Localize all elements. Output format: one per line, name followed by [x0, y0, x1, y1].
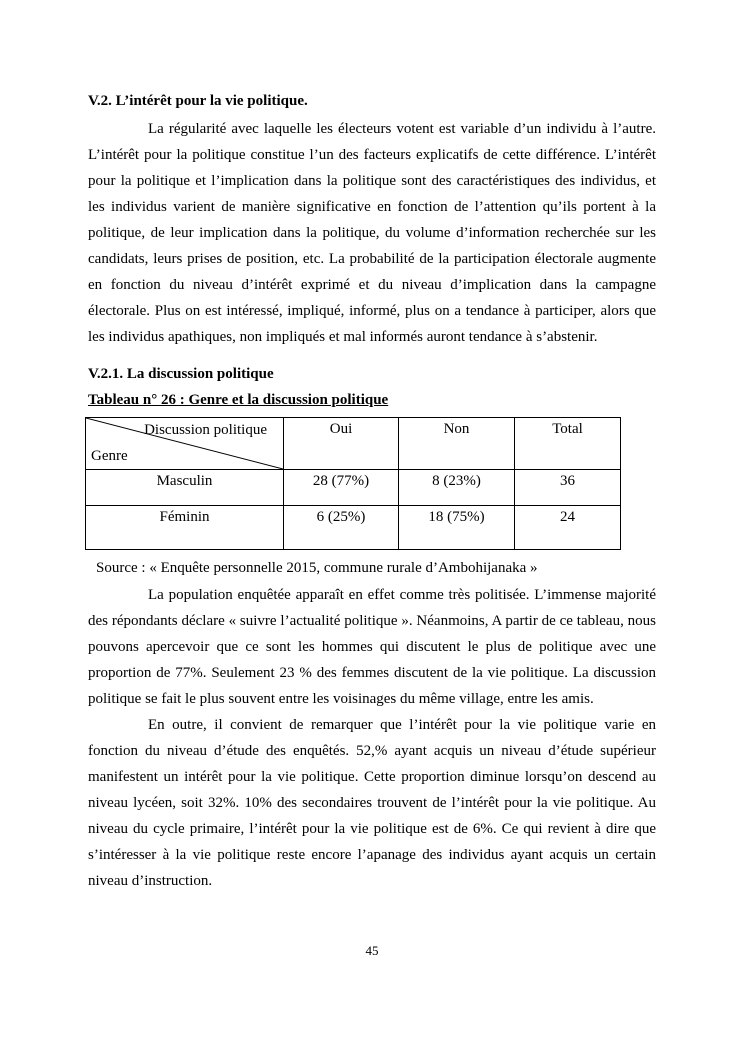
- table-header-row: [86, 418, 621, 470]
- source-note: Source : « Enquête personnelle 2015, commune rurale d’Ambohijanaka »: [96, 560, 538, 576]
- page-number: 45: [365, 943, 379, 958]
- paragraph-intro: La régularité avec laquelle les électeurs votent est variable d’un individu à l’autre. L’intérêt pour la politique constitue l’un des facteurs explicatifs de cette différence. L’intérêt pour la politique et l’implication dans la politique sont des caractéristiques des individus, et les individus varient de manière significative en fonction de l’attention qu’ils portent à la politique, de leur implication dans la politique, du volume d’information recherchée sur les candidats, leurs prises de position, etc. La probabilité de la participation électorale augmente en fonction du niveau d’intérêt exprimé et du niveau d’implication dans la campagne électorale. Plus on est intéressé, impliqué, informé, plus on a tendance à participer, alors que les individus apathiques, non impliqués et mal informés auront tendance à s’abstenir.: [88, 121, 656, 345]
- table-caption: Tableau n° 26 : Genre et la discussion politique: [88, 392, 389, 408]
- cell-feminin-non: 18 (75%): [399, 506, 515, 550]
- column-header-non: Non: [399, 418, 515, 470]
- cell-masculin-oui: 28 (77%): [284, 470, 399, 506]
- column-header-total: Total: [515, 418, 621, 470]
- cell-masculin-non: 8 (23%): [399, 470, 515, 506]
- paragraph-discussion: La population enquêtée apparaît en effet comme très politisée. L’immense majorité des répondants déclare « suivre l’actualité politique ». Néanmoins, A partir de ce tableau, nous pouvons apercevoir que ce sont les hommes qui discutent le plus de politique avec une proportion de 77%. Seulement 23 % des femmes discutent de la vie politique. La discussion politique se fait le plus souvent entre les voisinages du même village, entre les amis.: [88, 587, 656, 707]
- corner-label-discussion: Discussion politique: [144, 422, 267, 438]
- body-text: [88, 582, 656, 894]
- cell-feminin-oui: 6 (25%): [284, 506, 399, 550]
- column-header-oui: Oui: [284, 418, 399, 470]
- corner-label-genre: Genre: [91, 448, 128, 464]
- cell-masculin-total: 36: [515, 470, 621, 506]
- row-label-feminin: Féminin: [86, 506, 284, 550]
- row-label-masculin: Masculin: [86, 470, 284, 506]
- section-heading: V.2. L’intérêt pour la vie politique.: [88, 93, 308, 109]
- genre-discussion-table: [85, 417, 621, 550]
- paragraph-niveau-etude: En outre, il convient de remarquer que l’intérêt pour la vie politique varie en fonction du niveau d’étude des enquêtés. 52,% ayant acquis un niveau d’étude supérieur manifestent un intérêt pour la vie politique. Cette proportion diminue lorsqu’on descend au niveau lycéen, soit 32%. 10% des secondaires trouvent de l’intérêt pour la vie politique. Au niveau du cycle primaire, l’intérêt pour la vie politique est de 6%. Ce qui revient à dire que s’intéresser à la vie politique reste encore l’apanage des individus ayant acquis un certain niveau d’instruction.: [88, 717, 656, 889]
- table-row: [86, 506, 621, 550]
- subsection-heading: V.2.1. La discussion politique: [88, 366, 274, 382]
- cell-feminin-total: 24: [515, 506, 621, 550]
- table-row: [86, 470, 621, 506]
- corner-cell: [86, 418, 284, 470]
